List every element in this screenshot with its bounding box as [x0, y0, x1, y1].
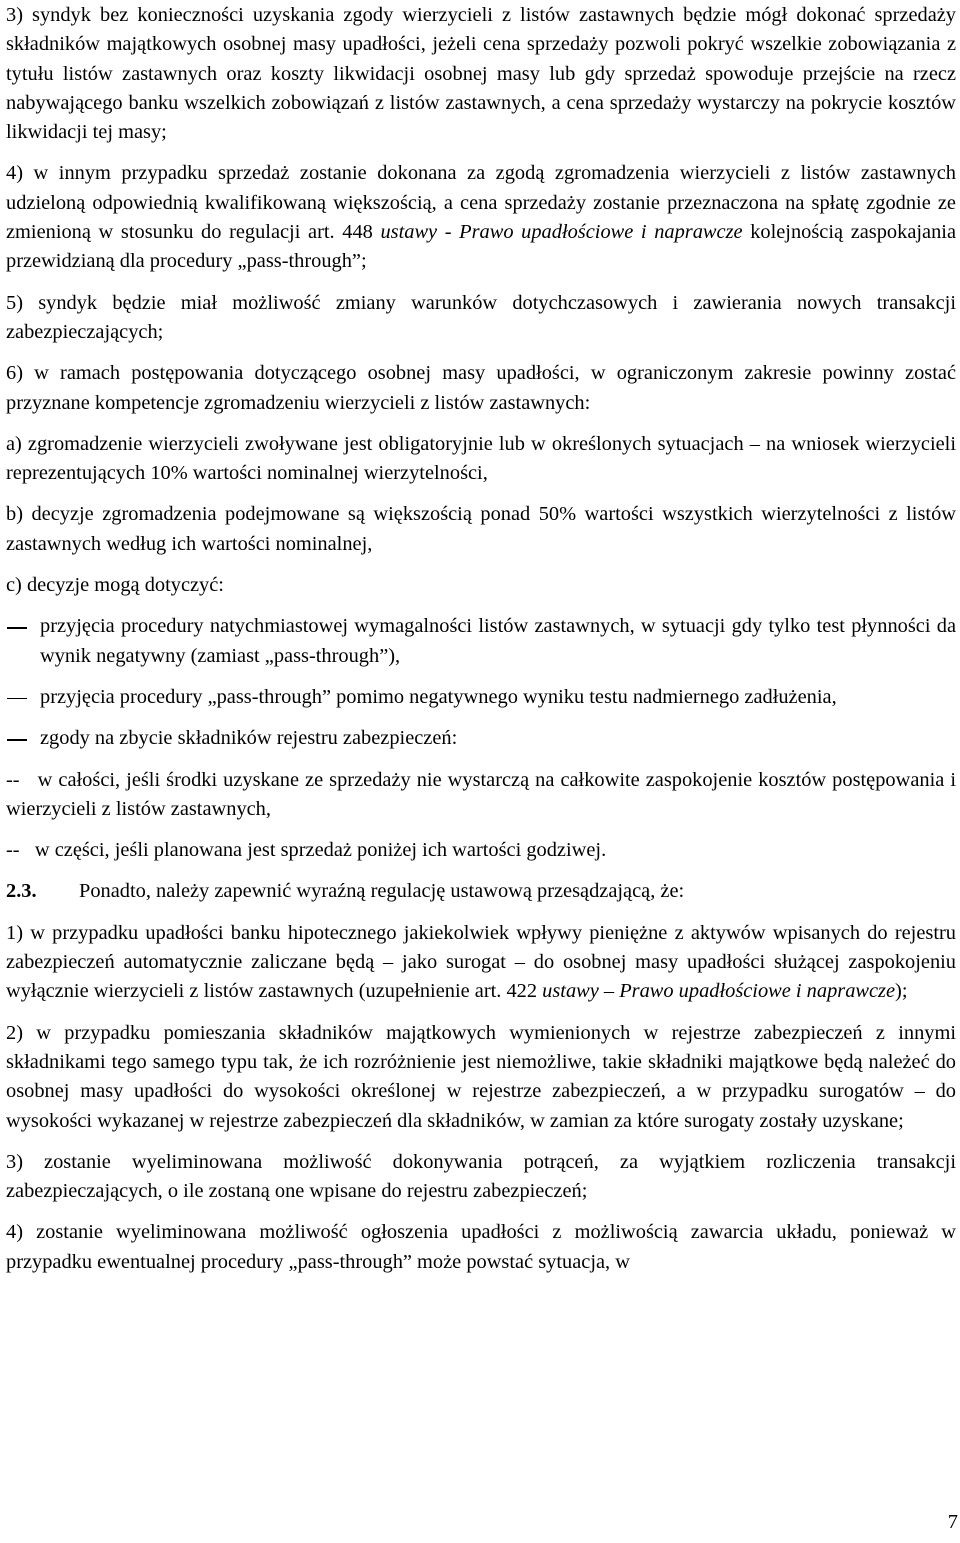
- double-dash-text: w całości, jeśli środki uzyskane ze sprzedaży nie wystarczą na całkowite zaspokojenie kosztów postępowania i wierzycieli z listów zastawnych,: [6, 768, 956, 820]
- paragraph-point-3: 3) zostanie wyeliminowana możliwość dokonywania potrąceń, za wyjątkiem rozliczenia transakcji zabezpieczających, o ile zostaną one wpisane do rejestru zabezpieczeń;: [6, 1150, 956, 1203]
- point-1-text-end: );: [895, 980, 908, 1003]
- item-4-text-end: kolejnością zaspokajania przewidzianą dla procedury „pass-through”;: [6, 221, 956, 273]
- dash-item-text: przyjęcia procedury natychmiastowej wymagalności listów zastawnych, w sytuacji gdy tylko test płynności da wynik negatywny (zamiast „pass-through”),: [40, 615, 956, 667]
- double-dash-mark: --: [6, 768, 20, 791]
- dash-list-item: [6, 612, 956, 671]
- dash-item-text: zgody na zbycie składników rejestru zabezpieczeń:: [40, 727, 458, 750]
- paragraph-item-c: c) decyzje mogą dotyczyć:: [6, 574, 224, 597]
- point-1-text: 1) w przypadku upadłości banku hipotecznego jakiekolwiek wpływy pieniężne z aktywów wpisanych do rejestru zabezpieczeń automatycznie zaliczane będą – jako surogat – do osobnej masy upadłości służącej zaspokojeniu wyłącznie wierzycieli z listów zastawnych (uzupełnienie art. 422: [6, 921, 956, 1003]
- document-page: [6, 0, 956, 1277]
- paragraph-item-b: b) decyzje zgromadzenia podejmowane są większością ponad 50% wartości wszystkich wierzytelności z listów zastawnych według ich wartości nominalnej,: [6, 503, 956, 555]
- dash-item-text: przyjęcia procedury „pass-through” pomimo negatywnego wyniku testu nadmiernego zadłużenia,: [40, 685, 837, 708]
- paragraph-point-2: 2) w przypadku pomieszania składników majątkowych wymienionych w rejestrze zabezpieczeń z innymi składnikami tego samego typu tak, że ich rozróżnienie jest niemożliwe, takie składniki majątkowe będą należeć do osobnej masy upadłości do wysokości określonej w rejestrze zabezpieczeń, a w przypadku surogatów – do wysokości wykazanej w rejestrze zabezpieczeń dla składników, w zamian za które surogaty zostały uzyskane;: [6, 1021, 956, 1132]
- dash-list-item: [6, 683, 956, 712]
- double-dash-text: w części, jeśli planowana jest sprzedaż poniżej ich wartości godziwej.: [34, 839, 607, 862]
- section-heading: [6, 877, 956, 906]
- item-4-text: 4) w innym przypadku sprzedaż zostanie dokonana za zgodą zgromadzenia wierzycieli z listów zastawnych udzieloną odpowiednią kwalifikowaną większością, a cena sprzedaży zostanie przeznaczona na spłatę zgodnie ze zmienioną w stosunku do regulacji art. 448: [6, 162, 956, 244]
- paragraph-item-5: 5) syndyk będzie miał możliwość zmiany warunków dotychczasowych i zawierania nowych transakcji zabezpieczających;: [6, 291, 956, 343]
- double-dash-mark: --: [6, 839, 20, 862]
- paragraph-point-1: [6, 919, 956, 1007]
- paragraph-item-6: 6) w ramach postępowania dotyczącego osobnej masy upadłości, w ograniczonym zakresie powinny zostać przyznane kompetencje zgromadzeniu wierzycieli z listów zastawnych:: [6, 362, 956, 414]
- paragraph-item-4: [6, 159, 956, 276]
- section-number: 2.3.: [6, 880, 37, 903]
- page-number: 7: [947, 1511, 958, 1533]
- paragraph-item-a: a) zgromadzenie wierzycieli zwoływane jest obligatoryjnie lub w określonych sytuacjach – na wniosek wierzycieli reprezentujących 10% wartości nominalnej wierzytelności,: [6, 432, 956, 485]
- paragraph-item-3: 3) syndyk bez konieczności uzyskania zgody wierzycieli z listów zastawnych będzie mógł dokonać sprzedaży składników majątkowych osobnej masy upadłości, jeżeli cena sprzedaży pozwoli pokryć wszelkie zobowiązania z tytułu listów zastawnych oraz koszty likwidacji osobnej masy lub gdy sprzedaż spowoduje przejście na rzecz nabywającego banku wszelkich zobowiązań z listów zastawnych, a cena sprzedaży wystarczy na pokrycie kosztów likwidacji tej masy;: [6, 4, 956, 144]
- double-dash-item: [6, 836, 956, 865]
- item-4-law-title: ustawy - Prawo upadłościowe i naprawcze: [380, 221, 743, 244]
- section-title: Ponadto, należy zapewnić wyraźną regulację ustawową przesądzającą, że:: [79, 880, 685, 903]
- double-dash-item: [6, 766, 956, 825]
- paragraph-point-4: 4) zostanie wyeliminowana możliwość ogłoszenia upadłości z możliwością zawarcia układu, ponieważ w przypadku ewentualnej procedury „pass-through” może powstać sytuacja, w: [6, 1221, 956, 1273]
- dash-list-item: [6, 724, 956, 753]
- point-1-law-title: ustawy – Prawo upadłościowe i naprawcze: [542, 980, 896, 1003]
